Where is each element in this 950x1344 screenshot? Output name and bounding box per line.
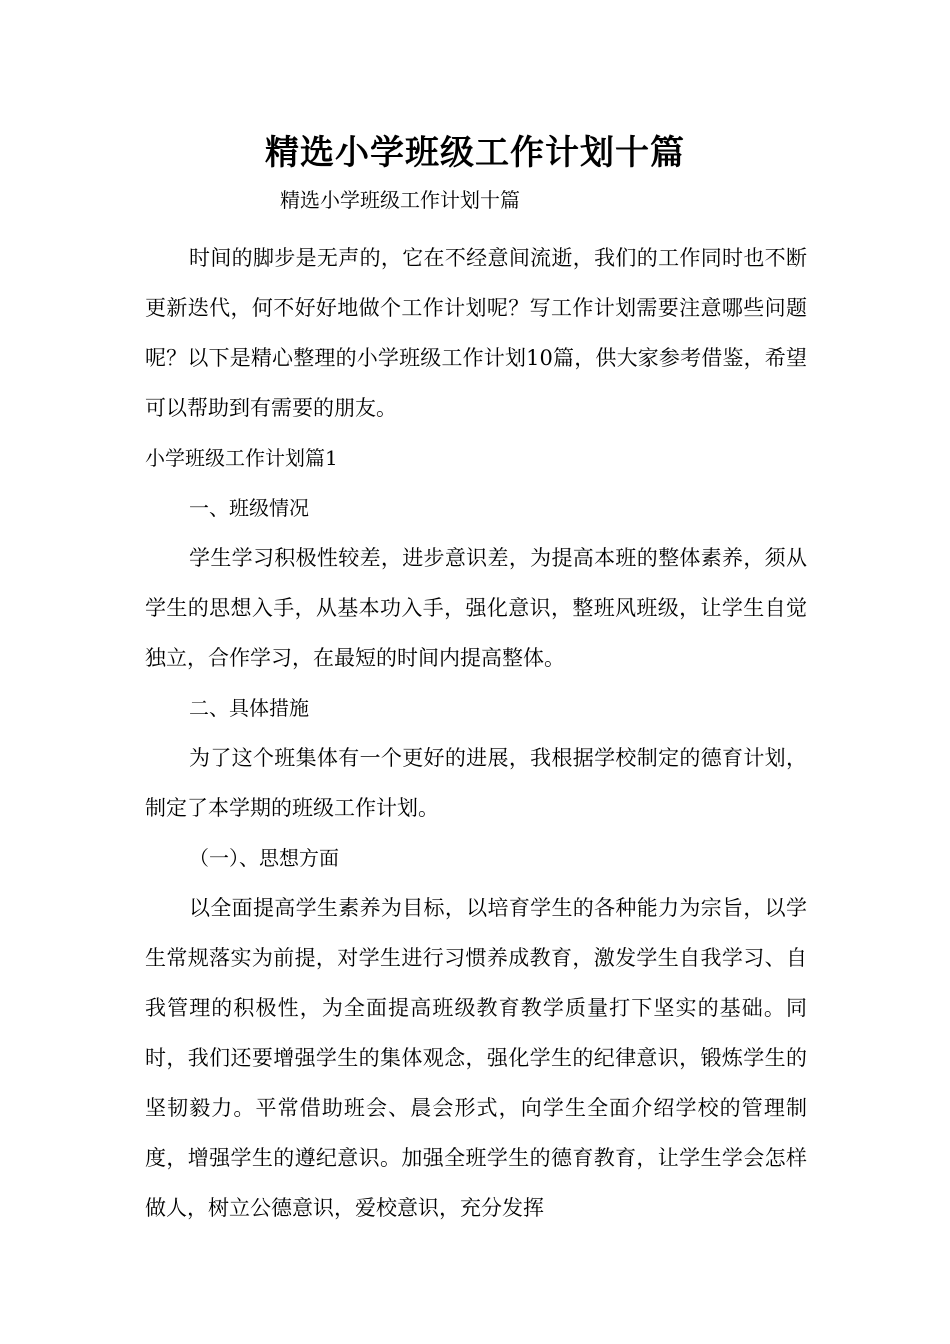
heading-class-situation: 一、班级情况 xyxy=(189,496,309,520)
heading-specific-measures: 二、具体措施 xyxy=(189,696,309,720)
section-title: 小学班级工作计划篇1 xyxy=(145,446,338,470)
document-title: 精选小学班级工作计划十篇 xyxy=(265,133,685,173)
heading-ideology: （一）、思想方面 xyxy=(189,846,339,870)
paragraph-ideology: 以全面提高学生素养为目标，以培育学生的各种能力为宗旨，以学生常规落实为前提，对学生进行习惯养成教育，激发学生自我学习、自我管理的积极性，为全面提高班级教育教学质量打下坚实的基础。同时，我们还要增强学生的集体观念，强化学生的纪律意识，锻炼学生的坚韧毅力。平常借助班会、晨会形式，向学生全面介绍学校的管理制度，增强学生的遵纪意识。加强全班学生的德育教育，让学生学会怎样做人，树立公德意识，爱校意识，充分发挥 xyxy=(145,896,807,1220)
paragraph-specific-measures: 为了这个班集体有一个更好的进展，我根据学校制定的德育计划，制定了本学期的班级工作计划。 xyxy=(145,746,807,820)
document-subtitle: 精选小学班级工作计划十篇 xyxy=(280,188,520,212)
intro-paragraph: 时间的脚步是无声的，它在不经意间流逝，我们的工作同时也不断更新迭代，何不好好地做个工作计划呢？写工作计划需要注意哪些问题呢？以下是精心整理的小学班级工作计划10篇，供大家参考借鉴，希望可以帮助到有需要的朋友。 xyxy=(145,246,807,420)
document-body xyxy=(145,233,807,1233)
paragraph-class-situation: 学生学习积极性较差，进步意识差，为提高本班的整体素养，须从学生的思想入手，从基本功入手，强化意识，整班风班级，让学生自觉独立，合作学习，在最短的时间内提高整体。 xyxy=(145,546,807,670)
